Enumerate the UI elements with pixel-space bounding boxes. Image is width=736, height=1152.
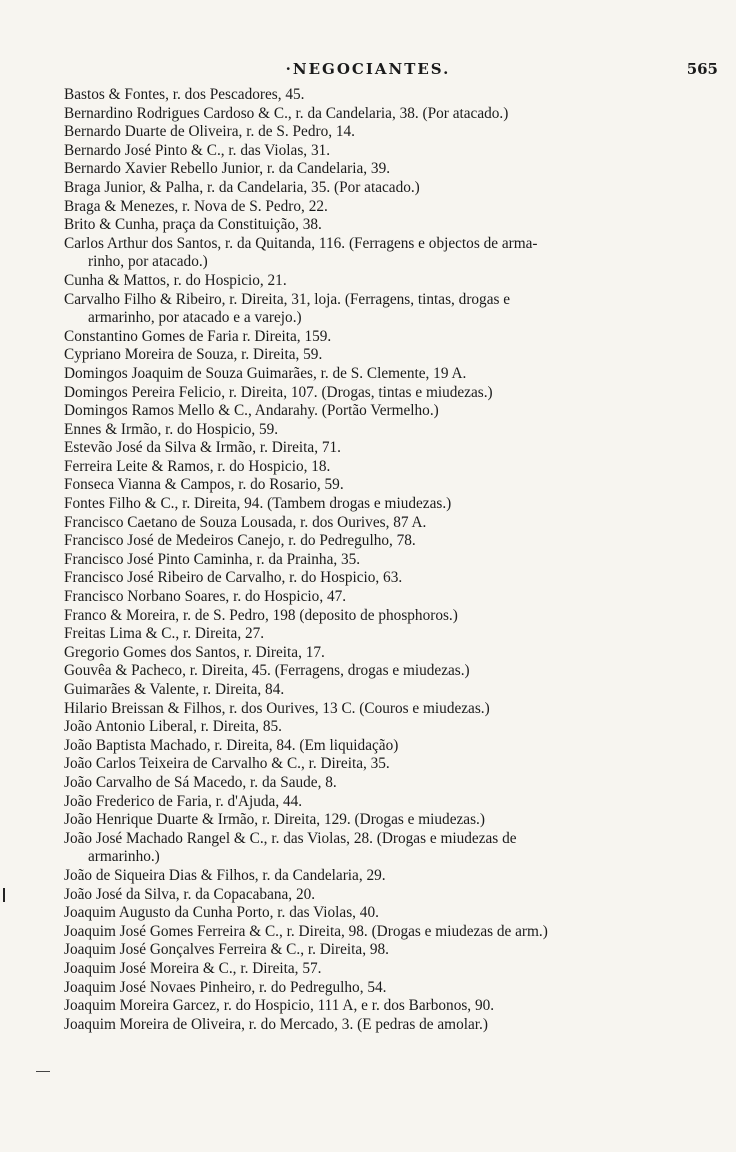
list-item: Francisco José Pinto Caminha, r. da Prainha, 35. [64, 550, 361, 568]
list-item: Brito & Cunha, praça da Constituição, 38. [64, 216, 322, 234]
list-item: Ferreira Leite & Ramos, r. do Hospicio, 18. [64, 457, 331, 475]
list-item: Braga Junior, & Palha, r. da Candelaria, 35. (Por atacado.) [64, 178, 420, 196]
list-item: Joaquim José Gonçalves Ferreira & C., r. Direita, 98. [64, 941, 389, 959]
list-item-continuation: armarinho, por atacado e a varejo.) [88, 309, 302, 327]
list-item: João Antonio Liberal, r. Direita, 85. [64, 718, 282, 736]
list-item: João de Siqueira Dias & Filhos, r. da Candelaria, 29. [64, 866, 386, 884]
list-item: João Henrique Duarte & Irmão, r. Direita, 129. (Drogas e miudezas.) [64, 811, 485, 829]
list-item: Francisco Caetano de Souza Lousada, r. dos Ourives, 87 A. [64, 513, 427, 531]
list-item: Francisco José de Medeiros Canejo, r. do Pedregulho, 78. [64, 532, 416, 550]
list-item: Carvalho Filho & Ribeiro, r. Direita, 31, loja. (Ferragens, tintas, drogas e [64, 290, 511, 308]
list-item: Bernardo Xavier Rebello Junior, r. da Candelaria, 39. [64, 160, 391, 178]
list-item: Joaquim Augusto da Cunha Porto, r. das Violas, 40. [64, 904, 379, 922]
list-item: Domingos Ramos Mello & C., Andarahy. (Portão Vermelho.) [64, 402, 439, 420]
list-item: Domingos Pereira Felicio, r. Direita, 107. (Drogas, tintas e miudezas.) [64, 383, 493, 401]
list-item: Joaquim José Novaes Pinheiro, r. do Pedregulho, 54. [64, 978, 387, 996]
list-item: João José da Silva, r. da Copacabana, 20. [64, 885, 316, 903]
list-item: Bastos & Fontes, r. dos Pescadores, 45. [64, 86, 305, 103]
list-item: Braga & Menezes, r. Nova de S. Pedro, 22. [64, 197, 328, 215]
page-header [0, 60, 736, 84]
list-item: Franco & Moreira, r. de S. Pedro, 198 (deposito de phosphoros.) [64, 606, 458, 624]
margin-mark [3, 888, 5, 902]
list-item: Joaquim José Gomes Ferreira & C., r. Direita, 98. (Drogas e miudezas de arm.) [64, 922, 548, 940]
list-item: João Frederico de Faria, r. d'Ajuda, 44. [64, 792, 303, 810]
page-title: ·NEGOCIANTES. [285, 60, 451, 78]
list-item: Constantino Gomes de Faria r. Direita, 159. [64, 327, 332, 345]
merchant-list [64, 86, 714, 1034]
page-number: 565 [686, 60, 718, 78]
list-item: Francisco José Ribeiro de Carvalho, r. do Hospicio, 63. [64, 569, 403, 587]
list-item: João Baptista Machado, r. Direita, 84. (Em liquidação) [64, 736, 399, 754]
list-item: Joaquim José Moreira & C., r. Direita, 57. [64, 959, 322, 977]
list-item: Cunha & Mattos, r. do Hospicio, 21. [64, 271, 287, 289]
list-item-continuation: rinho, por atacado.) [88, 253, 208, 271]
list-item: Freitas Lima & C., r. Direita, 27. [64, 625, 265, 643]
list-item: Fonseca Vianna & Campos, r. do Rosario, 59. [64, 476, 344, 494]
list-item: Bernardo José Pinto & C., r. das Violas, 31. [64, 141, 331, 159]
list-item: Cypriano Moreira de Souza, r. Direita, 59. [64, 346, 323, 364]
list-item: Francisco Norbano Soares, r. do Hospicio, 47. [64, 588, 347, 606]
list-item: João José Machado Rangel & C., r. das Violas, 28. (Drogas e miudezas de [64, 829, 517, 847]
list-item: Bernardino Rodrigues Cardoso & C., r. da Candelaria, 38. (Por atacado.) [64, 104, 509, 122]
list-item: João Carvalho de Sá Macedo, r. da Saude, 8. [64, 773, 337, 791]
list-item: Fontes Filho & C., r. Direita, 94. (Tambem drogas e miudezas.) [64, 495, 452, 513]
list-item: Domingos Joaquim de Souza Guimarães, r. de S. Clemente, 19 A. [64, 364, 467, 382]
list-item: Gregorio Gomes dos Santos, r. Direita, 17. [64, 643, 325, 661]
margin-dash [36, 1071, 50, 1072]
list-item: Bernardo Duarte de Oliveira, r. de S. Pedro, 14. [64, 123, 355, 141]
list-item: Guimarães & Valente, r. Direita, 84. [64, 681, 285, 698]
list-item: João Carlos Teixeira de Carvalho & C., r. Direita, 35. [64, 755, 390, 773]
list-item: Joaquim Moreira Garcez, r. do Hospicio, 111 A, e r. dos Barbonos, 90. [64, 997, 495, 1015]
list-item: Estevão José da Silva & Irmão, r. Direita, 71. [64, 439, 341, 457]
list-item: Ennes & Irmão, r. do Hospicio, 59. [64, 420, 279, 438]
list-item: Carlos Arthur dos Santos, r. da Quitanda, 116. (Ferragens e objectos de arma- [64, 234, 538, 252]
list-item-continuation: armarinho.) [88, 848, 160, 866]
list-item: Gouvêa & Pacheco, r. Direita, 45. (Ferragens, drogas e miudezas.) [64, 662, 470, 680]
list-item: Joaquim Moreira de Oliveira, r. do Mercado, 3. (E pedras de amolar.) [64, 1015, 488, 1033]
list-item: Hilario Breissan & Filhos, r. dos Ourives, 13 C. (Couros e miudezas.) [64, 699, 490, 717]
